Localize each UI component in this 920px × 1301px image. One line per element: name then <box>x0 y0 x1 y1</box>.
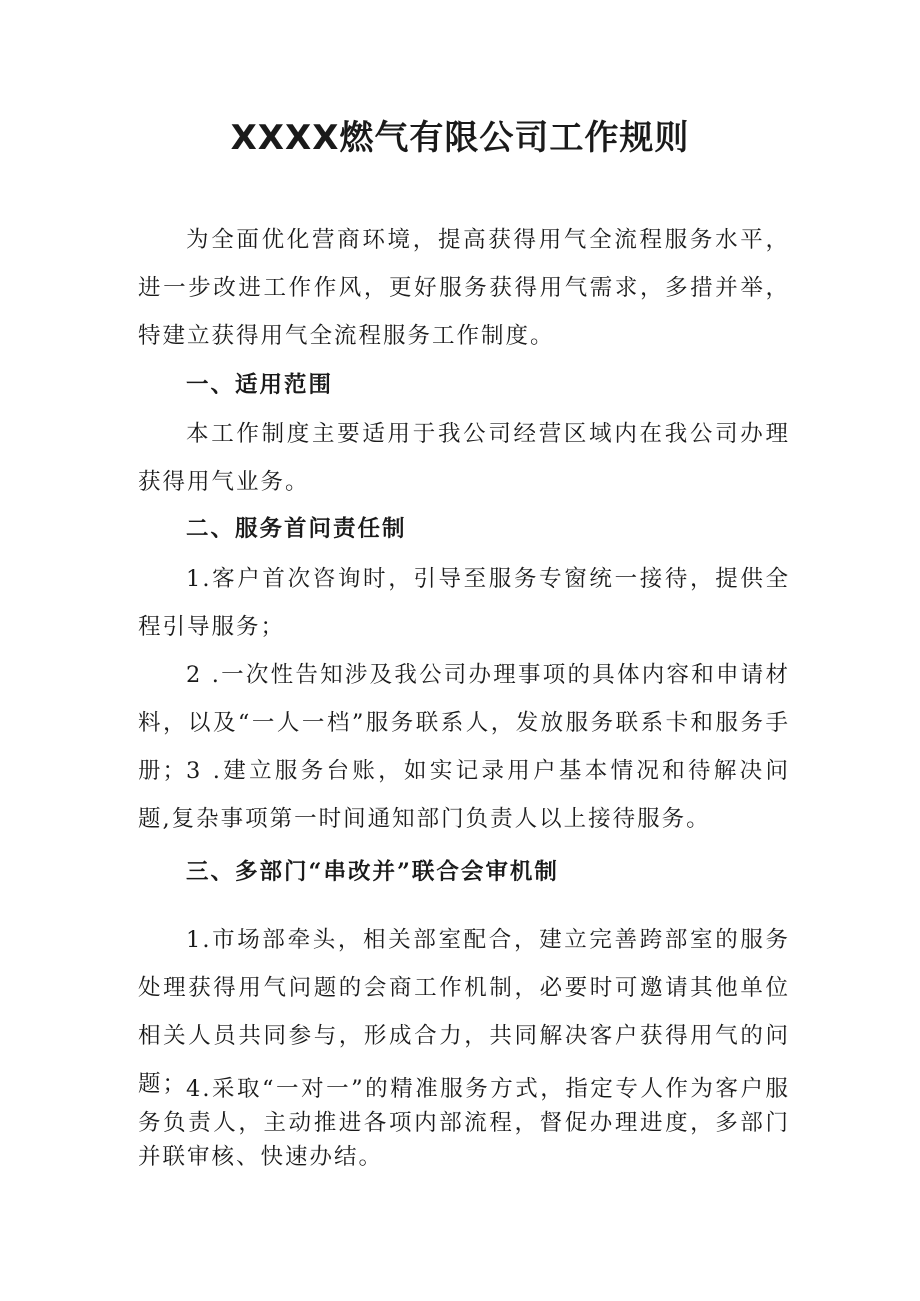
intro-paragraph: 为全面优化营商环境，提高获得用气全流程服务水平，进一步改进工作作风，更好服务获得用气需求，多措并举，特建立获得用气全流程服务工作制度。 <box>138 227 790 349</box>
section-2-item-3: 3 .建立服务台账，如实记录用户基本情况和待解决问题,复杂事项第一时间通知部门负责人以上接待服务。 <box>138 758 790 832</box>
section-3-item-1: 1.市场部牵头，相关部室配合，建立完善跨部室的服务处理获得用气问题的会商工作机制，必要时可邀请其他单位相关人员共同参与，形成合力，共同解决客户获得用气的问题； <box>138 927 790 1097</box>
section-2-item-2: 2 .一次性告知涉及我公司办理事项的具体内容和申请材料，以及“一人一档”服务联系人，发放服务联系卡和服务手册； <box>138 662 790 784</box>
section-1-heading: 一、适用范围 <box>186 372 334 398</box>
section-3-heading: 三、多部门“串改并”联合会审机制 <box>186 859 559 885</box>
section-2-item-1: 1.客户首次咨询时，引导至服务专窗统一接待，提供全程引导服务； <box>138 566 790 640</box>
document-title: XXXX燃气有限公司工作规则 <box>230 118 690 158</box>
section-1-paragraph-1: 本工作制度主要适用于我公司经营区域内在我公司办理获得用气业务。 <box>138 421 790 495</box>
section-2-heading: 二、服务首问责任制 <box>186 516 407 542</box>
section-3-item-4: 4.采取“一对一”的精准服务方式，指定专人作为客户服务负责人，主动推进各项内部流程，督促办理进度，多部门并联审核、快速办结。 <box>138 1076 790 1170</box>
